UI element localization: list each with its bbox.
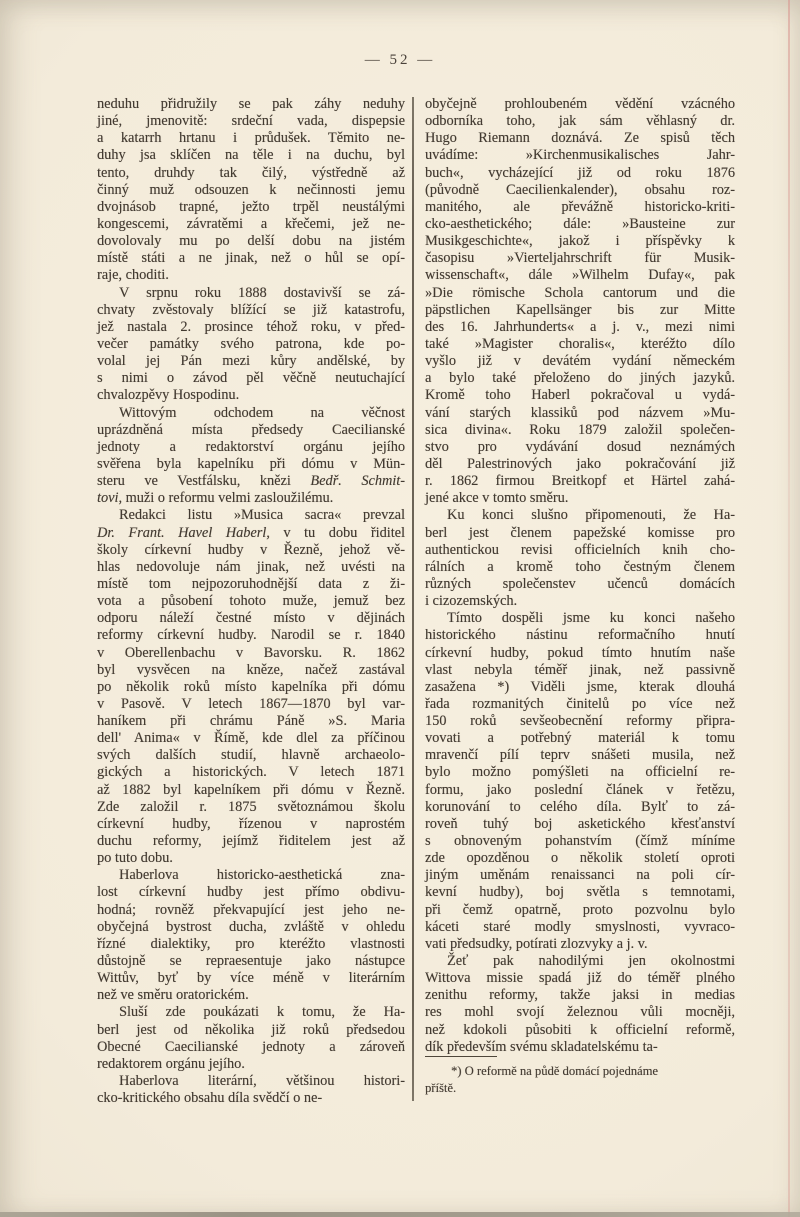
- text-line: Hugo Riemann doznává. Ze spisů těch: [425, 130, 735, 147]
- text-line: Zde založil r. 1875 světoznámou školu: [97, 798, 405, 815]
- text-line: dovolovaly mu po delší dobu na jistém: [97, 233, 405, 250]
- footnote-line: příště.: [425, 1080, 457, 1095]
- text-line: Ku konci slušno připomenouti, že Ha-: [447, 507, 735, 524]
- text-line: až 1882 byl kapelníkem při dómu v Řezně.: [97, 781, 405, 798]
- text-line: vovati a potřebný materiál k tomu: [425, 730, 735, 747]
- text-line: res mohl svojí železnou vůli mocněji,: [425, 1004, 735, 1021]
- text-line: po několik roků místo kapelníka při dómu: [97, 678, 405, 695]
- text-line: lost církevní hudby jest přímo obdivu-: [97, 884, 405, 901]
- text-line: zde opozděnou o několik století oproti: [425, 850, 735, 867]
- text-line: i cizozemských.: [425, 593, 518, 610]
- text-line: zenithu reformy, takže jaksi in medias: [425, 987, 735, 1004]
- text-line: po tuto dobu.: [97, 850, 173, 867]
- text-line: večer památky svého patrona, kde po-: [97, 335, 405, 352]
- text-line: časopisu »Vierteljahrschrift für Musik-: [425, 250, 735, 267]
- text-line: Tímto dospěli jsme ku konci našeho: [447, 610, 735, 627]
- text-line: uprázdněná místa předsedy Caecilianské: [97, 421, 405, 438]
- text-line: vati předsudky, potírati zlozvyky a j. v.: [425, 935, 648, 952]
- text-line: duchu reformy, jejímž řiditelem jest až: [97, 833, 405, 850]
- text-line: vota a působení tohoto muže, jemuž bez: [97, 593, 405, 610]
- text-line: školy církevní hudby v Řezně, jehož vě-: [97, 541, 405, 558]
- text-line: s nimi o závod pěl věčně neutuchající: [97, 370, 405, 387]
- text-line: řízné dialektiky, pro kteréžto vlastnosti: [97, 935, 405, 952]
- text-line: odporu náleží čestné místo v dějinách: [97, 610, 405, 627]
- text-line: hodná; rovněž překvapující jest jeho ne-: [97, 901, 405, 918]
- text-line: formu, jako poslední článek v řetězu,: [425, 781, 735, 798]
- footnote-line: *) O reformě na půdě domácí pojednáme: [451, 1064, 659, 1078]
- page-number: — 52 —: [364, 52, 436, 68]
- text-line: päpstlichen Kapellsänger bis zur Mitte: [425, 301, 735, 318]
- right-column: [425, 96, 735, 1056]
- text-line: církevní hudby, řízenou v naprostém: [97, 815, 405, 832]
- text-line: v Oberellenbachu v Bavorsku. R. 1862: [97, 644, 405, 661]
- text-line: kevní hudby), boj světla s temnotami,: [425, 884, 735, 901]
- text-line: svěřena byla kapelníku při dómu v Mün-: [97, 455, 405, 472]
- text-line: cko-kritického obsahu díla svědčí o ne-: [97, 1090, 323, 1107]
- text-line: jiným uměnám renaissanci na poli cír-: [425, 867, 735, 884]
- text-line: také »Magister choralis«, kteréžto dílo: [425, 335, 735, 352]
- text-line: jiné, jmenovitě: srdeční vada, dispepsie: [97, 113, 405, 130]
- text-line: církevní hudby, pokud tímto hnutím naše: [425, 644, 735, 661]
- text-line: a katarrh hrtanu i průdušek. Těmito ne-: [97, 130, 405, 147]
- text-line: obyčejně prohloubeném vědění vzácného: [425, 96, 735, 112]
- text-line: Sluší zde poukázati k tomu, že Ha-: [119, 1004, 405, 1021]
- text-line: dvojnásob trapné, ježto trpěl neustálými: [97, 198, 405, 215]
- text-line: mravenčí pílí teprv snášeti musila, než: [425, 747, 735, 764]
- paper-right-edge: [788, 0, 790, 1217]
- text-line: volal jej Pán mezi kůry andělské, by: [97, 353, 405, 370]
- text-line: byl vysvěcen na kněze, načež zastával: [97, 661, 405, 678]
- text-line: děl Palestrinových jako pokračování již: [425, 455, 735, 472]
- text-line: des 16. Jahrhunderts« a j. v., mezi nimi: [425, 318, 735, 335]
- text-line: rálních a kromě toho čestným členem: [425, 558, 735, 575]
- text-line: Obecné Caecilianské jednoty a zároveň: [97, 1038, 405, 1055]
- text-line: dell' Anima« v Římě, kde dlel za příčinou: [97, 730, 405, 747]
- text-line: než kdokoli působiti k officielní reformě,: [425, 1021, 735, 1038]
- text-line: jednoty a redaktorství orgánu jejího: [97, 438, 405, 455]
- text-line: chvaty zvěstovaly blížící se již katastrofu,: [97, 301, 405, 318]
- footnote: [425, 1056, 735, 1096]
- text-line: »Die römische Schola cantorum und die: [425, 284, 735, 301]
- text-line: vání starých klassiků pod názvem »Mu-: [425, 404, 735, 421]
- text-line: důstojně se repraesentuje jako nástupce: [97, 953, 405, 970]
- text-line: haníkem při chrámu Páně »S. Maria: [97, 713, 405, 730]
- text-line: uvádíme: »Kirchenmusikalisches Jahr-: [425, 147, 735, 164]
- text-line: místě tom nejpozoruhodnější data z ži-: [97, 575, 405, 592]
- text-line: authentickou revisi officielních knih cho-: [425, 541, 735, 558]
- text-line: berl jest členem papežské komisse pro: [425, 524, 735, 541]
- paper-bottom-edge: [0, 1212, 800, 1217]
- text-line: Dr. Frant. Havel Haberl, v tu dobu řiditel: [97, 524, 405, 541]
- text-line: V srpnu roku 1888 dostavivší se zá-: [119, 284, 405, 301]
- text-line: Žeť pak nahodilými jen okolnostmi: [447, 953, 735, 970]
- text-line: Haberlova literární, většinou histori-: [119, 1073, 405, 1090]
- page-header: [0, 52, 800, 69]
- text-line: dík především svému skladatelskému ta-: [425, 1038, 658, 1055]
- text-line: jené akce v tomto směru.: [425, 490, 569, 507]
- text-line: sica divina«. Roku 1879 založil společen-: [425, 421, 735, 438]
- text-line: činný muž odsouzen k nečinnosti jemu: [97, 181, 405, 198]
- text-line: 150 roků sevšeobecnění reformy připra-: [425, 713, 735, 730]
- text-line: buch«, vycházející již od roku 1876: [425, 164, 735, 181]
- text-line: Haberlova historicko-aesthetická zna-: [119, 867, 405, 884]
- text-line: r. 1862 firmou Breitkopf et Härtel zahá-: [425, 473, 735, 490]
- footnote-rule: [425, 1056, 497, 1057]
- text-line: Kromě toho Haberl pokračoval u vydá-: [425, 387, 735, 404]
- text-line: Wittova missie spadá již do téměř plného: [425, 970, 735, 987]
- text-line: gických a historických. V letech 1871: [97, 764, 405, 781]
- text-line: bylo možno pomýšleti na officielní re-: [425, 764, 735, 781]
- text-line: Wittovým odchodem na věčnost: [119, 404, 405, 421]
- text-line: svých dalších studií, hlavně archaeolo-: [97, 747, 405, 764]
- text-line: (původně Caecilienkalender), obsahu roz-: [425, 181, 735, 198]
- text-line: roveň tuhý boj asketického křesťanství: [425, 815, 735, 832]
- text-line: neduhu přidružily se pak záhy neduhy: [97, 96, 405, 112]
- text-line: hlas nedovoluje nám jinak, než uvésti na: [97, 558, 405, 575]
- text-line: než ve směru oratorickém.: [97, 987, 249, 1004]
- text-line: při čemž opatrně, proto pozvolnu bylo: [425, 901, 735, 918]
- text-line: manitého, ale převážně historicko-kriti-: [425, 198, 735, 215]
- text-line: korunování to celého díla. Bylť to zá-: [425, 798, 735, 815]
- text-line: historického nástinu reformačního hnutí: [425, 627, 735, 644]
- text-line: Wittův, byť by více méně v literárním: [97, 970, 405, 987]
- text-line: cko-aesthetického; dále: »Bausteine zur: [425, 215, 735, 232]
- text-line: Musikgeschichte«, jakož i příspěvky k: [425, 233, 735, 250]
- text-line: duhy jsa sklíčen na těle i na duchu, byl: [97, 147, 405, 164]
- text-line: s obnoveným pohanstvím (čímž míníme: [425, 833, 735, 850]
- text-line: vyšlo již v devátém vydání německém: [425, 353, 735, 370]
- text-line: obyčejná bystrost ducha, zvláště v ohledu: [97, 918, 405, 935]
- text-line: káceti staré modly smyslnosti, vyvraco-: [425, 918, 735, 935]
- text-line: jež nastala 2. prosince téhož roku, v před-: [97, 318, 405, 335]
- text-line: tento, druhdy tak čilý, výstředně až: [97, 164, 405, 181]
- text-line: tovi, muži o reformu velmi zasloužilému.: [97, 490, 334, 507]
- text-line: v Pasově. V letech 1867—1870 byl var-: [97, 695, 405, 712]
- text-line: Redakci listu »Musica sacra« prevzal: [119, 507, 405, 524]
- text-line: stvo pro vydávání dosud neznámých: [425, 438, 735, 455]
- text-line: wissenschaft«, dále »Wilhelm Dufay«, pak: [425, 267, 735, 284]
- text-line: a bylo také přeloženo do jiných jazyků.: [425, 370, 735, 387]
- left-column: [97, 96, 405, 1107]
- text-line: kongescemi, závratěmi a křečemi, jež ne-: [97, 215, 405, 232]
- text-line: různých společenstev učenců domácích: [425, 575, 735, 592]
- text-line: místě státi a ne jinak, než o hůl se opí-: [97, 250, 405, 267]
- text-line: odborníka toho, jak sám věhlasný dr.: [425, 113, 735, 130]
- text-line: řada rozmanitých činitelů po více než: [425, 695, 735, 712]
- text-line: zasažena *) Viděli jsme, kterak dlouhá: [425, 678, 735, 695]
- text-line: berl jest od několika již roků předsedou: [97, 1021, 405, 1038]
- text-line: chvalozpěvy Hospodinu.: [97, 387, 240, 404]
- text-line: reformy církevní hudby. Narodil se r. 1840: [97, 627, 405, 644]
- text-line: redaktorem orgánu jejího.: [97, 1055, 245, 1072]
- column-divider: [412, 97, 414, 1101]
- text-line: vlast nebyla téměř jinak, než passivně: [425, 661, 735, 678]
- text-line: raje, choditi.: [97, 267, 169, 284]
- text-line: steru ve Vestfálsku, knězi Bedř. Schmit-: [97, 473, 405, 490]
